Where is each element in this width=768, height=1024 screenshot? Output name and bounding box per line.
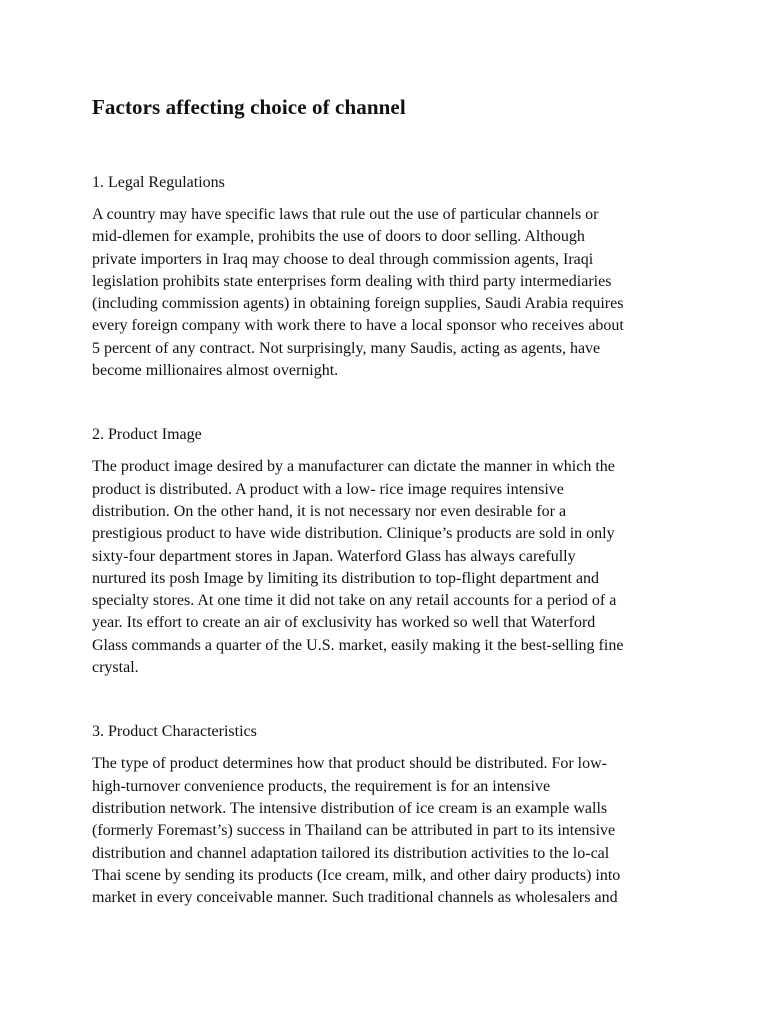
- body-line: mid-dlemen for example, prohibits the use of doors to door selling. Although: [92, 228, 585, 246]
- body-line: sixty-four department stores in Japan. Waterford Glass has always carefully: [92, 547, 576, 565]
- section-heading: 2. Product Image: [92, 426, 202, 444]
- section-body: [92, 753, 688, 909]
- section-heading: 3. Product Characteristics: [92, 723, 257, 741]
- body-line: product is distributed. A product with a low- rice image requires intensive: [92, 480, 564, 498]
- body-line: nurtured its posh Image by limiting its distribution to top-flight department and: [92, 569, 600, 587]
- body-line: Glass commands a quarter of the U.S. market, easily making it the best-selling fine: [92, 636, 624, 654]
- body-line: Thai scene by sending its products (Ice cream, milk, and other dairy products) into: [92, 866, 621, 884]
- body-line: specialty stores. At one time it did not take on any retail accounts for a period of a: [92, 592, 617, 610]
- document-title: Factors affecting choice of channel: [92, 95, 406, 119]
- body-line: A country may have specific laws that rule out the use of particular channels or: [92, 206, 599, 223]
- body-line: distribution and channel adaptation tailored its distribution activities to the lo-cal: [92, 844, 610, 862]
- body-line: private importers in Iraq may choose to deal through commission agents, Iraqi: [92, 250, 594, 268]
- section-product-image: [92, 424, 688, 679]
- body-line: prestigious product to have wide distribution. Clinique’s products are sold in only: [92, 525, 615, 543]
- body-line: every foreign company with work there to have a local sponsor who receives about: [92, 317, 624, 335]
- body-line: The type of product determines how that product should be distributed. For low-: [92, 755, 608, 773]
- body-line: (formerly Foremast’s) success in Thailand can be attributed in part to its intensive: [92, 822, 616, 840]
- body-line: crystal.: [92, 659, 139, 677]
- document-page: [92, 92, 688, 909]
- section-body: [92, 456, 688, 679]
- body-line: distribution network. The intensive distribution of ice cream is an example walls: [92, 799, 608, 817]
- body-line: legislation prohibits state enterprises form dealing with third party intermediaries: [92, 272, 612, 290]
- section-product-characteristics: [92, 721, 688, 909]
- body-line: market in every conceivable manner. Such traditional channels as wholesalers and: [92, 889, 618, 907]
- body-line: high-turnover convenience products, the requirement is for an intensive: [92, 777, 551, 795]
- body-line: become millionaires almost overnight.: [92, 362, 339, 380]
- body-line: year. Its effort to create an air of exclusivity has worked so well that Waterford: [92, 614, 596, 632]
- body-line: 5 percent of any contract. Not surprisingly, many Saudis, acting as agents, have: [92, 339, 601, 357]
- body-line: distribution. On the other hand, it is not necessary nor even desirable for a: [92, 502, 567, 520]
- section-legal-regulations: [92, 172, 688, 382]
- body-line: The product image desired by a manufacturer can dictate the manner in which the: [92, 458, 615, 476]
- body-line: (including commission agents) in obtaining foreign supplies, Saudi Arabia requires: [92, 295, 624, 313]
- section-heading: 1. Legal Regulations: [92, 174, 225, 191]
- section-body: [92, 204, 688, 382]
